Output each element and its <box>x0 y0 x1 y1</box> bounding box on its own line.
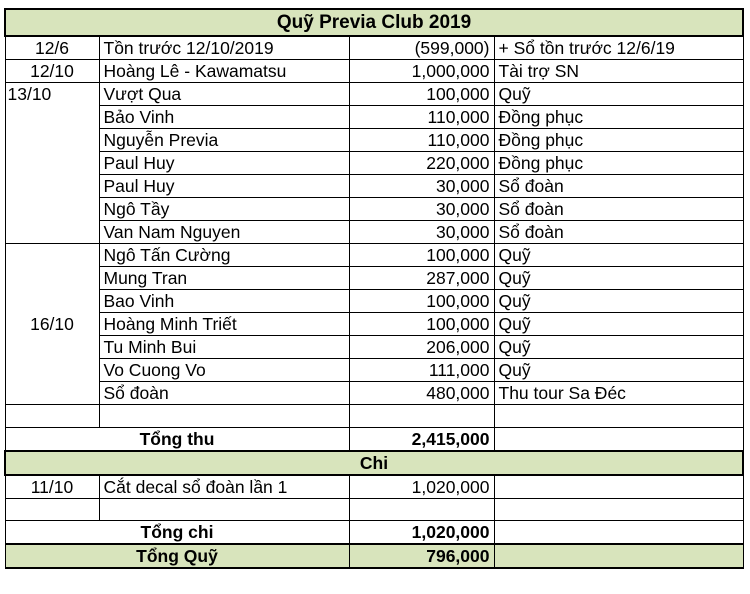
name-cell[interactable]: Paul Huy <box>99 152 349 175</box>
fund-total-label[interactable]: Tổng Quỹ <box>5 544 349 568</box>
name-cell[interactable]: Paul Huy <box>99 175 349 198</box>
note-cell[interactable]: Quỹ <box>494 336 743 359</box>
income-row <box>5 129 743 152</box>
income-row <box>5 175 743 198</box>
note-cell[interactable]: Quỹ <box>494 313 743 336</box>
expense-row <box>5 475 743 499</box>
name-cell[interactable]: Nguyễn Previa <box>99 129 349 152</box>
name-cell[interactable]: Bao Vinh <box>99 290 349 313</box>
note-cell[interactable]: Quỹ <box>494 83 743 106</box>
amount-cell[interactable]: 30,000 <box>349 198 494 221</box>
amount-cell[interactable]: 480,000 <box>349 382 494 405</box>
income-row <box>5 290 743 313</box>
note-cell[interactable]: Quỹ <box>494 359 743 382</box>
blank-row <box>5 498 743 521</box>
amount-cell[interactable]: 110,000 <box>349 129 494 152</box>
empty-cell[interactable] <box>349 498 494 521</box>
note-cell[interactable]: Đồng phục <box>494 106 743 129</box>
note-cell[interactable] <box>494 475 743 499</box>
expense-section-title[interactable]: Chi <box>5 451 743 475</box>
empty-cell[interactable] <box>99 405 349 428</box>
total-expense-label[interactable]: Tổng chi <box>5 521 349 545</box>
note-cell[interactable]: Thu tour Sa Đéc <box>494 382 743 405</box>
note-cell[interactable]: Quỹ <box>494 290 743 313</box>
empty-cell[interactable] <box>494 427 743 451</box>
income-row <box>5 267 743 290</box>
fund-total-row <box>5 544 743 568</box>
expense-header-row <box>5 451 743 475</box>
note-cell[interactable]: Quỹ <box>494 244 743 267</box>
title-row <box>5 9 743 36</box>
amount-cell[interactable]: 100,000 <box>349 244 494 267</box>
amount-cell[interactable]: 111,000 <box>349 359 494 382</box>
fund-spreadsheet <box>4 8 742 569</box>
date-cell[interactable]: 12/6 <box>5 36 99 60</box>
name-cell[interactable]: Tồn trước 12/10/2019 <box>99 36 349 60</box>
income-row <box>5 152 743 175</box>
name-cell[interactable]: Ngô Tấn Cường <box>99 244 349 267</box>
blank-row <box>5 405 743 428</box>
amount-cell[interactable]: 287,000 <box>349 267 494 290</box>
date-cell[interactable]: 16/10 <box>5 244 99 405</box>
name-cell[interactable]: Tu Minh Bui <box>99 336 349 359</box>
amount-cell[interactable]: 100,000 <box>349 83 494 106</box>
income-row <box>5 382 743 405</box>
income-row <box>5 83 743 106</box>
income-row <box>5 244 743 267</box>
name-cell[interactable]: Ngô Tầy <box>99 198 349 221</box>
name-cell[interactable]: Vo Cuong Vo <box>99 359 349 382</box>
amount-cell[interactable]: 220,000 <box>349 152 494 175</box>
empty-cell[interactable] <box>494 498 743 521</box>
name-cell[interactable]: Mung Tran <box>99 267 349 290</box>
empty-cell[interactable] <box>99 498 349 521</box>
name-cell[interactable]: Bảo Vinh <box>99 106 349 129</box>
total-expense-row <box>5 521 743 545</box>
income-row <box>5 313 743 336</box>
income-row <box>5 36 743 60</box>
total-income-row <box>5 427 743 451</box>
amount-cell[interactable]: 1,020,000 <box>349 475 494 499</box>
name-cell[interactable]: Cắt decal sổ đoàn lần 1 <box>99 475 349 499</box>
empty-cell[interactable] <box>5 405 99 428</box>
name-cell[interactable]: Sổ đoàn <box>99 382 349 405</box>
date-cell[interactable]: 13/10 <box>5 83 99 244</box>
fund-total-amount[interactable]: 796,000 <box>349 544 494 568</box>
total-expense-amount[interactable]: 1,020,000 <box>349 521 494 545</box>
income-row <box>5 60 743 83</box>
amount-cell[interactable]: 1,000,000 <box>349 60 494 83</box>
amount-cell[interactable]: 100,000 <box>349 313 494 336</box>
amount-cell[interactable]: (599,000) <box>349 36 494 60</box>
amount-cell[interactable]: 30,000 <box>349 175 494 198</box>
empty-cell[interactable] <box>494 544 743 568</box>
income-row <box>5 336 743 359</box>
amount-cell[interactable]: 100,000 <box>349 290 494 313</box>
amount-cell[interactable]: 206,000 <box>349 336 494 359</box>
total-income-amount[interactable]: 2,415,000 <box>349 427 494 451</box>
note-cell[interactable]: + Sổ tồn trước 12/6/19 <box>494 36 743 60</box>
note-cell[interactable]: Đồng phục <box>494 152 743 175</box>
date-cell[interactable]: 11/10 <box>5 475 99 499</box>
fund-table <box>4 8 744 569</box>
name-cell[interactable]: Hoàng Lê - Kawamatsu <box>99 60 349 83</box>
note-cell[interactable]: Sổ đoàn <box>494 175 743 198</box>
empty-cell[interactable] <box>349 405 494 428</box>
sheet-title: Quỹ Previa Club 2019 <box>5 9 743 36</box>
empty-cell[interactable] <box>494 405 743 428</box>
total-income-label[interactable]: Tổng thu <box>5 427 349 451</box>
income-row <box>5 106 743 129</box>
name-cell[interactable]: Van Nam Nguyen <box>99 221 349 244</box>
income-row <box>5 359 743 382</box>
name-cell[interactable]: Hoàng Minh Triết <box>99 313 349 336</box>
note-cell[interactable]: Quỹ <box>494 267 743 290</box>
income-row <box>5 198 743 221</box>
name-cell[interactable]: Vượt Qua <box>99 83 349 106</box>
empty-cell[interactable] <box>5 498 99 521</box>
amount-cell[interactable]: 30,000 <box>349 221 494 244</box>
note-cell[interactable]: Sổ đoàn <box>494 198 743 221</box>
note-cell[interactable]: Tài trợ SN <box>494 60 743 83</box>
note-cell[interactable]: Đồng phục <box>494 129 743 152</box>
empty-cell[interactable] <box>494 521 743 545</box>
income-row <box>5 221 743 244</box>
amount-cell[interactable]: 110,000 <box>349 106 494 129</box>
note-cell[interactable]: Sổ đoàn <box>494 221 743 244</box>
date-cell[interactable]: 12/10 <box>5 60 99 83</box>
